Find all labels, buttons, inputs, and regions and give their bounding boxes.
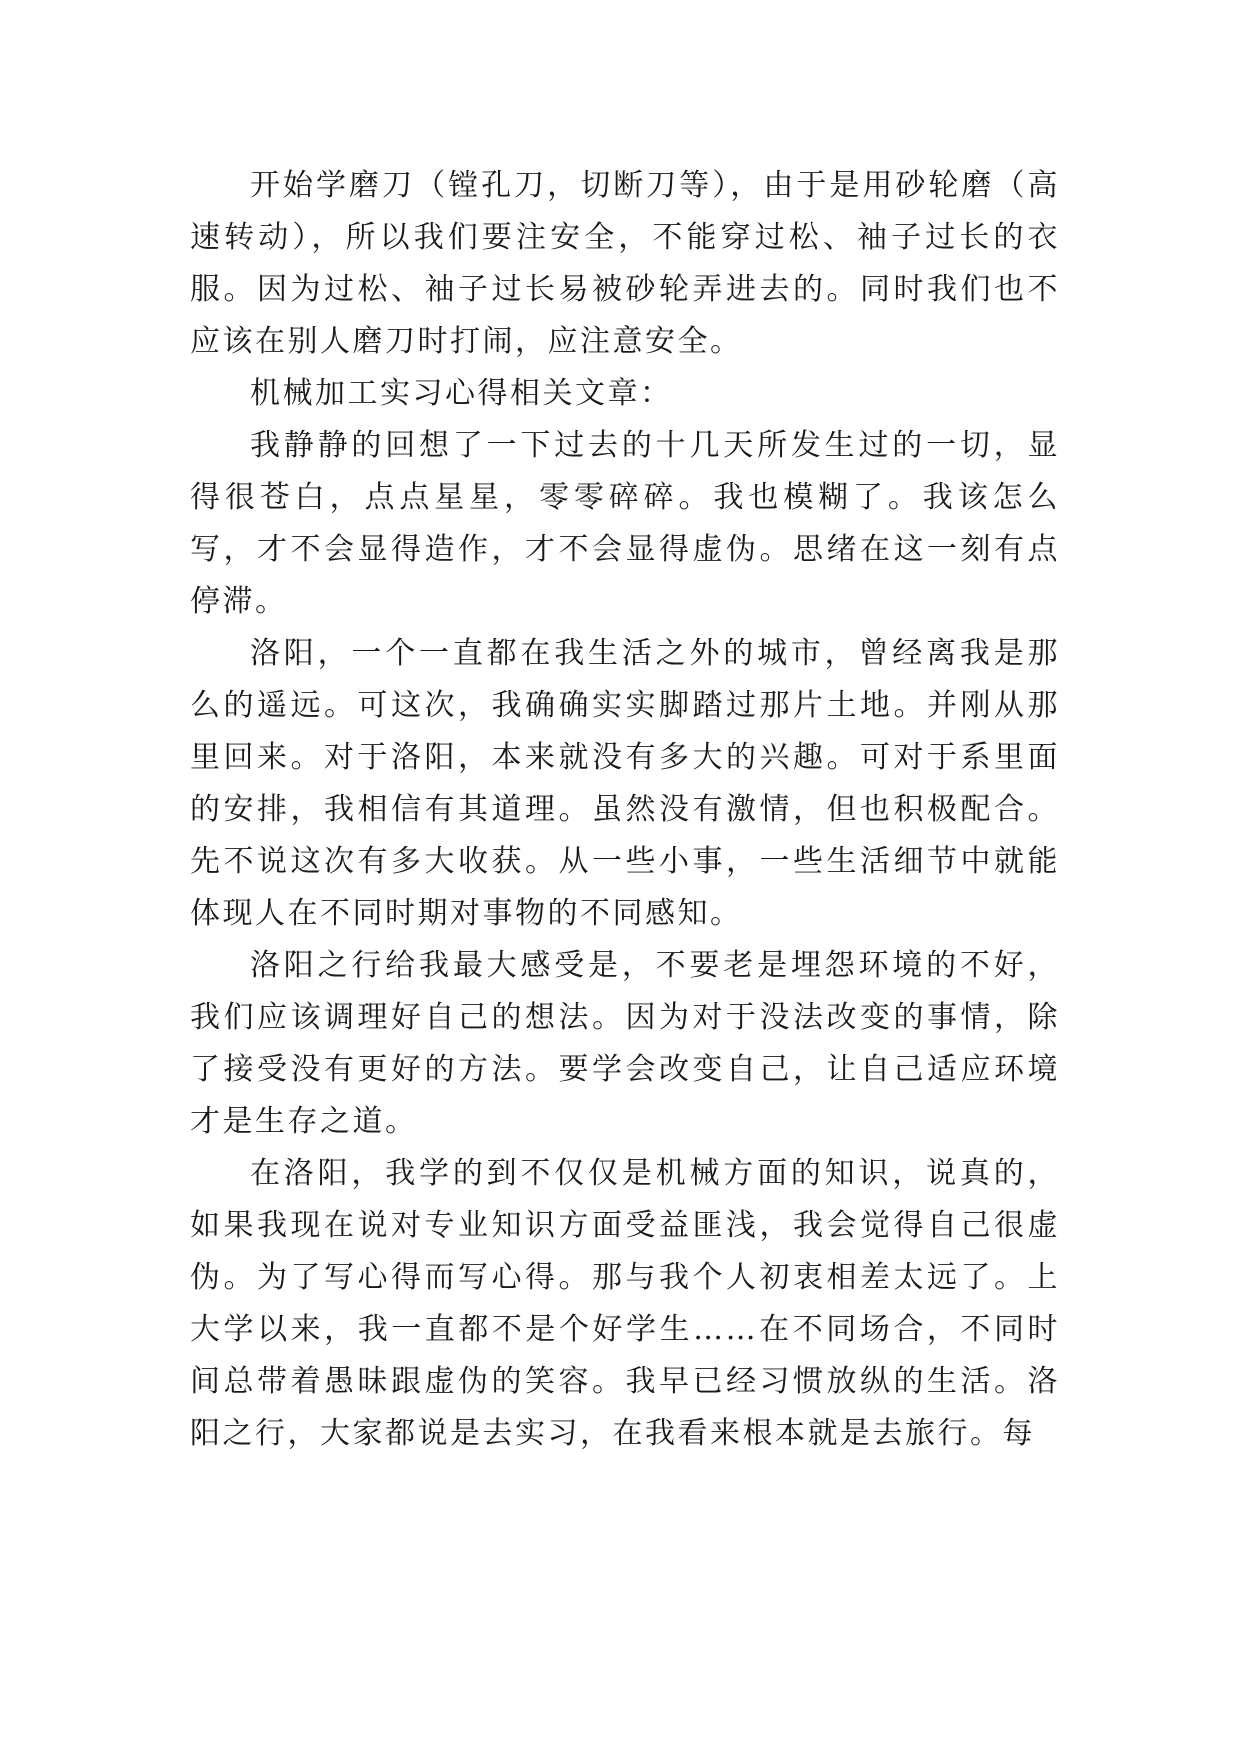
paragraph: 洛阳，一个一直都在我生活之外的城市，曾经离我是那么的遥远。可这次，我确确实实脚踏过那片土地。并刚从那里回来。对于洛阳，本来就没有多大的兴趣。可对于系里面的安排，我相信有其道理。虽然没有激情，但也积极配合。先不说这次有多大收获。从一些小事，一些生活细节中就能体现人在不同时期对事物的不同感知。 xyxy=(190,636,1060,931)
document-body xyxy=(190,160,1060,1460)
paragraph: 洛阳之行给我最大感受是，不要老是埋怨环境的不好，我们应该调理好自己的想法。因为对于没法改变的事情，除了接受没有更好的方法。要学会改变自己，让自己适应环境才是生存之道。 xyxy=(190,948,1060,1139)
related-articles-heading: 机械加工实习心得相关文章： xyxy=(250,376,673,411)
paragraph: 在洛阳，我学的到不仅仅是机械方面的知识，说真的，如果我现在说对专业知识方面受益匪浅，我会觉得自己很虚伪。为了写心得而写心得。那与我个人初衷相差太远了。上大学以来，我一直都不是个好学生……在不同场合，不同时间总带着愚昧跟虚伪的笑容。我早已经习惯放纵的生活。洛阳之行，大家都说是去实习，在我看来根本就是去旅行。每 xyxy=(190,1156,1060,1451)
paragraph: 我静静的回想了一下过去的十几天所发生过的一切，显得很苍白，点点星星，零零碎碎。我也模糊了。我该怎么写，才不会显得造作，才不会显得虚伪。思绪在这一刻有点停滞。 xyxy=(190,428,1060,619)
paragraph: 开始学磨刀（镗孔刀，切断刀等），由于是用砂轮磨（高速转动），所以我们要注安全，不能穿过松、袖子过长的衣服。因为过松、袖子过长易被砂轮弄进去的。同时我们也不应该在别人磨刀时打闹，应注意安全。 xyxy=(190,168,1060,359)
